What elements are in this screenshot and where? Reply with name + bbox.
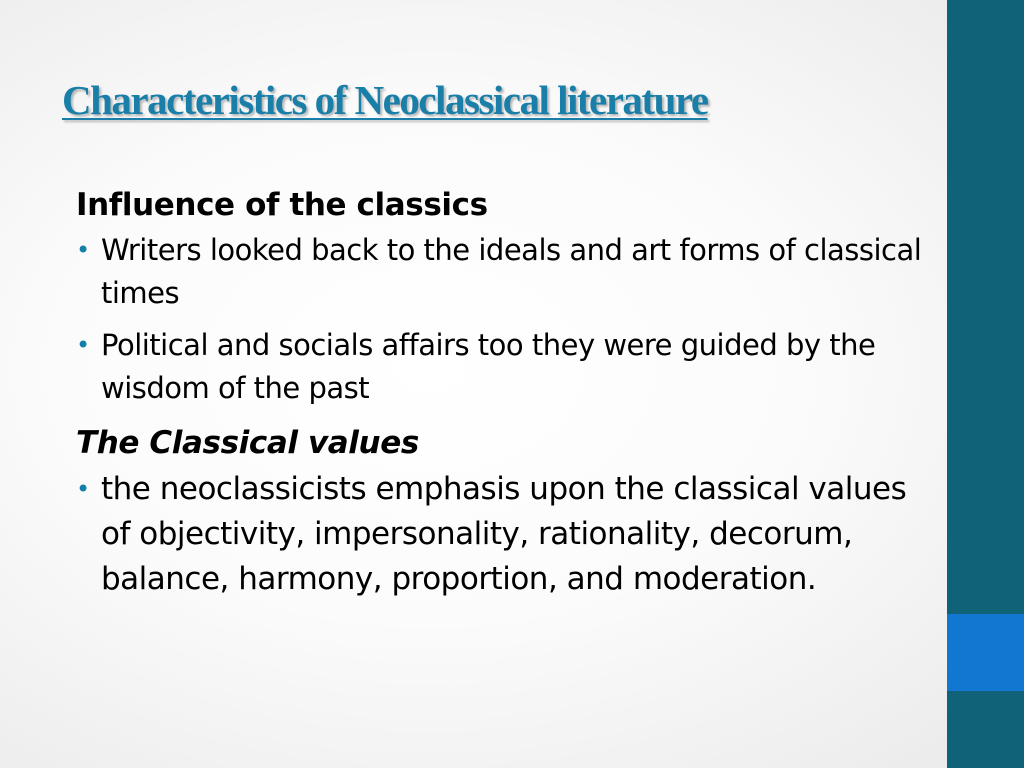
bullet-dot-icon: • [76, 475, 90, 503]
bullet-text: Writers looked back to the ideals and art forms of classical times [101, 233, 922, 310]
bullet-list-classical-values [76, 467, 936, 602]
bullet-item [76, 229, 936, 315]
bullet-dot-icon: • [76, 331, 90, 359]
section-heading-classical-values: The Classical values [76, 425, 419, 461]
bullet-item [76, 467, 936, 602]
bullet-item [76, 324, 936, 410]
bullet-text: Political and socials affairs too they were guided by the wisdom of the past [101, 328, 876, 405]
bullet-dot-icon: • [76, 236, 90, 264]
section-heading-influence: Influence of the classics [76, 187, 488, 223]
slide-title: Characteristics of Neoclassical literature [62, 77, 708, 123]
slide-content [76, 181, 936, 611]
bullet-text: the neoclassicists emphasis upon the classical values of objectivity, impersonality, rationality, decorum, balance, harmony, proportion, and moderation. [101, 471, 907, 597]
side-accent-block [947, 614, 1024, 691]
bullet-list-influence [76, 229, 936, 410]
